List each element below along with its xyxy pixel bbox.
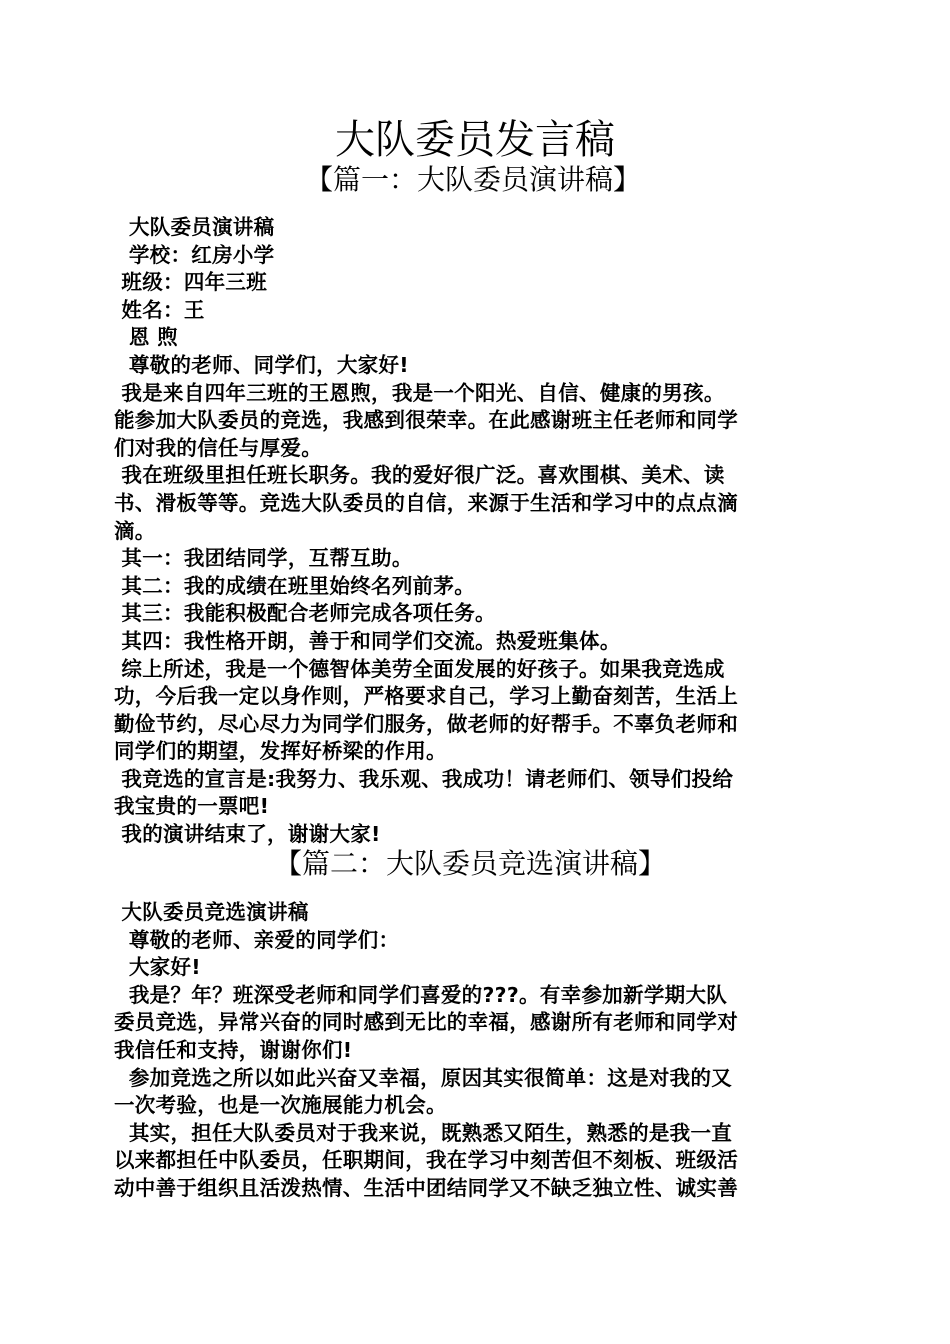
paragraph-line: 滴。 [114, 518, 156, 543]
paragraph-line: 大队委员演讲稿 [114, 215, 275, 239]
paragraph-line: 大家好! [114, 955, 201, 980]
paragraph-line: 以来都担任中队委员，任职期间，我在学习中刻苦但不刻板、班级活 [114, 1148, 738, 1173]
paragraph-line: 一次考验，也是一次施展能力机会。 [114, 1093, 447, 1118]
paragraph-line: 我是？年？班深受老师和同学们喜爱的???。有幸参加新学期大队 [114, 982, 728, 1007]
paragraph-line: 们对我的信任与厚爱。 [114, 435, 322, 460]
paragraph-line: 尊敬的老师、亲爱的同学们： [114, 927, 400, 952]
section-2-heading: 【篇二：大队委员竞选演讲稿】 [273, 847, 666, 880]
paragraph-line: 其一：我团结同学，互帮互助。 [114, 546, 413, 571]
paragraph-line: 我在班级里担任班长职务。我的爱好很广泛。喜欢围棋、美术、读 [114, 463, 725, 488]
paragraph-line: 其实，担任大队委员对于我来说，既熟悉又陌生，熟悉的是我一直 [114, 1120, 733, 1145]
paragraph-line: 功，今后我一定以身作则，严格要求自己，学习上勤奋刻苦，生活上 [114, 684, 738, 709]
document-title: 大队委员发言稿 [335, 117, 615, 163]
section-1-heading: 【篇一：大队委员演讲稿】 [304, 163, 641, 196]
paragraph-line: 其四：我性格开朗，善于和同学们交流。热爱班集体。 [114, 628, 621, 653]
section-2-body [114, 899, 836, 1203]
paragraph-line: 其二：我的成绩在班里始终名列前茅。 [114, 573, 476, 598]
paragraph-line: 动中善于组织且活泼热情、生活中团结同学又不缺乏独立性、诚实善 [114, 1175, 738, 1200]
paragraph-line: 班级：四年三班 [114, 270, 268, 295]
paragraph-line: 大队委员竞选演讲稿 [114, 900, 309, 924]
paragraph-line: 我的演讲结束了，谢谢大家! [114, 822, 381, 847]
paragraph-line: 勤俭节约，尽心尽力为同学们服务，做老师的好帮手。不辜负老师和 [114, 711, 738, 736]
paragraph-line: 其三：我能积极配合老师完成各项任务。 [114, 601, 496, 626]
paragraph-line: 我宝贵的一票吧! [114, 794, 270, 819]
paragraph-line: 综上所述，我是一个德智体美劳全面发展的好孩子。如果我竞选成 [114, 656, 725, 681]
paragraph-line: 同学们的期望，发挥好桥梁的作用。 [114, 739, 447, 764]
paragraph-line: 我竞选的宣言是:我努力、我乐观、我成功！请老师们、领导们投给 [114, 766, 734, 791]
paragraph-line: 我是来自四年三班的王恩煦，我是一个阳光、自信、健康的男孩。 [114, 380, 725, 405]
paragraph-line: 学校：红房小学 [114, 242, 275, 267]
paragraph-line: 参加竞选之所以如此兴奋又幸福，原因其实很简单：这是对我的又 [114, 1065, 733, 1090]
paragraph-line: 尊敬的老师、同学们，大家好! [114, 352, 409, 377]
paragraph-line: 委员竞选，异常兴奋的同时感到无比的幸福，感谢所有老师和同学对 [114, 1010, 738, 1035]
paragraph-line: 恩 煦 [114, 325, 178, 350]
section-1-body [114, 214, 836, 849]
paragraph-line: 姓名：王 [114, 297, 205, 322]
paragraph-line: 我信任和支持，谢谢你们! [114, 1037, 353, 1062]
paragraph-line: 书、滑板等等。竞选大队委员的自信，来源于生活和学习中的点点滴 [114, 490, 738, 515]
paragraph-line: 能参加大队委员的竞选，我感到很荣幸。在此感谢班主任老师和同学 [114, 408, 738, 433]
